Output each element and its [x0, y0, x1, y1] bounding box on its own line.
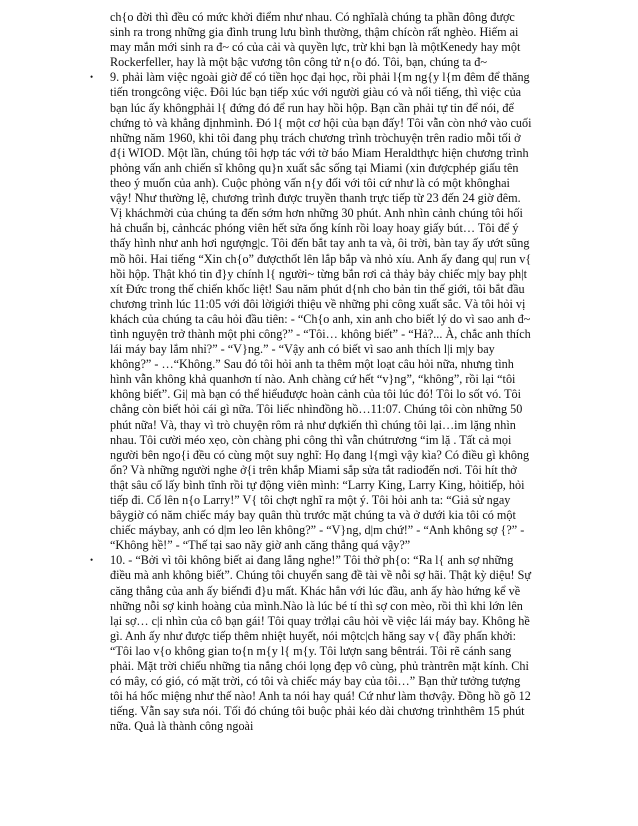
continuation-paragraph: ch{o đời thì đều có mức khởi điểm như nhau. Có nghĩalà chúng ta phần đông được sinh ra trong những gia đình trung lưu bình thường, thậm chícòn rất nghèo. Hiếm ai may mắn mới sinh ra đ~ có của cải và quyền lực, trừ khi bạn là mộtKenedy hay một Rockerfeller, hay là một bậc vương tôn công tử n{o đó. Tôi, bạn, chúng ta đ~ [110, 10, 521, 70]
list-item-text: 9. phải làm việc ngoài giờ để có tiền học đại học, rồi phải l{m ng{y l{m đêm để thăng tiến trongcông việc. Đôi lúc bạn tiếp xúc với người giàu có và nổi tiếng, thì việc của bạn lúc ấy khôngphải l{ đứng đó để run hay hồi hộp. Bạn cần phải tự tin để nói, để chứng tỏ và khẳng địnhmình. Đó l{ một cơ hội của bạn đấy! Tôi vẫn còn nhớ vào cuối những năm 1960, khi tôi đang phụ trách chương trình tròchuyện trên radio mỗi tối ở đ{i WIOD. Một lần, chúng tôi hợp tác với tờ báo Miam Heraldthực hiện chương trình phỏng vấn anh chiến sĩ không qu}n xuất sắc sống tại Miami (xin đượcphép giấu tên theo ý muốn của anh). Cuộc phỏng vấn n{y đối với tôi cứ như là có một khônghai vậy! Như thường lệ, chương trình được truyền thanh trực tiếp từ 23 đến 24 giờ đêm. Vị kháchmời của chúng ta đến sớm hơn những 30 phút. Anh nhìn cảnh chúng tôi hối hả chuẩn bị, cảnhcác phóng viên hết sửa ống kính rồi loay hoay giấy bút… Tôi để ý thấy hình như anh hơi ngượng|c. Tôi đến bắt tay anh ta và, ôi trời, bàn tay ấy ướt sũng mồ hôi. Hai tiếng “Xin ch{o” đượcthốt lên lắp bắp và nhỏ xíu. Anh ấy đang qu| run v{ hồi hộp. Thật khó tin đ}y chính l{ người~ từng bắn rơi cả thảy bảy chiếc m|y bay ph|t xít Đức trong thế chiến khốc liệt! Sau năm phút d{nh cho bản tin thế giới, tôi bắt đầu chương trình lúc 11:05 với đôi lờigiới thiệu về những phi công xuất sắc. Và tôi hỏi vị khách của chúng ta câu hỏi đầu tiên: - “Ch{o anh, xin anh cho biết lý do vì sao anh đ~ tình nguyện trở thành một phi công?” - “Tôi… không biết” - “Hả?... À, chắc anh thích lái máy bay lắm nhỉ?” - “V}ng.” - “Vậy anh có biết vì sao anh thích l|i m|y bay không?” - …“Không.” Sau đó tôi hỏi anh ta thêm một loạt câu hỏi nữa, nhưng tình hình vẫn không khả quanhơn tí nào. Anh chàng cứ hết “v}ng”, “không”, rồi lại “tôi không biết”. Gi| mà bạn có thể hiểuđược hoàn cảnh của tôi lúc đó! Tôi lo sốt vó. Tôi chẳng còn biết hỏi cái gì nữa. Tôi liếc nhìnđồng hồ…11:07. Chúng tôi còn những 50 phút nữa! Và, thay vì trò chuyện rôm rả như dựkiến thì chúng tôi lại…im lặng nhìn nhau. Tôi cười méo xẹo, còn chàng phi công thì vẫn chútrương “im lặ . Tất cả mọi người bên ngo{i đều có cùng một suy nghĩ: Họ đang l{mgì vậy kìa? Có điều gì không ổn? Và những người nghe ở{i trên khắp Miami sắp sửa tắt radiođến nơi. Tôi hít thở thật sâu cố lấy bình tĩnh rồi tự động viên mình: “Larry King, Larry King, hỏitiếp, hỏi tiếp đi. Cố lên n{o Larry!” V{ tôi chợt nghĩ ra một ý. Tôi hỏi anh ta: “Giả sử ngay bâygiờ có năm chiếc máy bay quân thù trước mặt chúng ta và ở dưới kia tôi có một chiếc máybay, anh có d|m leo lên không?” - “V}ng, d|m chứ!” - “Anh không sợ {?” - “Không hề!” - “Thế tại sao nãy giờ anh căng thẳng quá vậy?” [110, 70, 532, 553]
list-item-10 [90, 553, 532, 734]
list-item-text: 10. - “Bởi vì tôi không biết ai đang lắng nghe!” Tôi thở ph{o: “Ra l{ anh sợ những điều mà anh không biết”. Chúng tôi chuyển sang đề tài về nỗi sợ hãi. Thật kỳ diệu! Sự căng thẳng của anh ấy biếnđi đ}u mất. Khác hẳn với lúc đầu, anh ấy hào hứng kể về những nỗi sợ kinh hoàng của mình.Nào là lúc bé tí thì sợ con mèo, rồi thì khi lớn lên lại sợ… c|i nhìn của cô bạn gái! Tôi quay trởlại câu hỏi về việc lái máy bay. Không hề gì. Anh ấy như được tiếp thêm nhiệt huyết, nói mộtc|ch hăng say v{ đầy phấn khởi: “Tôi lao v{o không gian to{n m{y l{ m{y. Tôi lượn sang bêntrái. Tôi rẽ cánh sang phải. Mặt trời chiếu những tia nắng chói lọng đẹp vô cùng, phủ tràntrên mặt kính. Chỉ có mây, có gió, có mặt trời, có tôi và chiếc máy bay của tôi…” Bạn thử tưởng tượng tôi há hốc miệng như thế nào! Anh ta nói hay quá! Cứ như làm thơvậy. Đồng hồ gõ 12 tiếng. Vẫn say sưa nói. Tối đó chúng tôi buộc phải kéo dài chương trìnhthêm 15 phút nữa. Quả là thành công ngoài [110, 553, 532, 734]
bullet-icon: • [90, 555, 94, 566]
list-item-9 [90, 70, 532, 553]
bullet-icon: • [90, 72, 94, 83]
document-body [90, 10, 532, 735]
